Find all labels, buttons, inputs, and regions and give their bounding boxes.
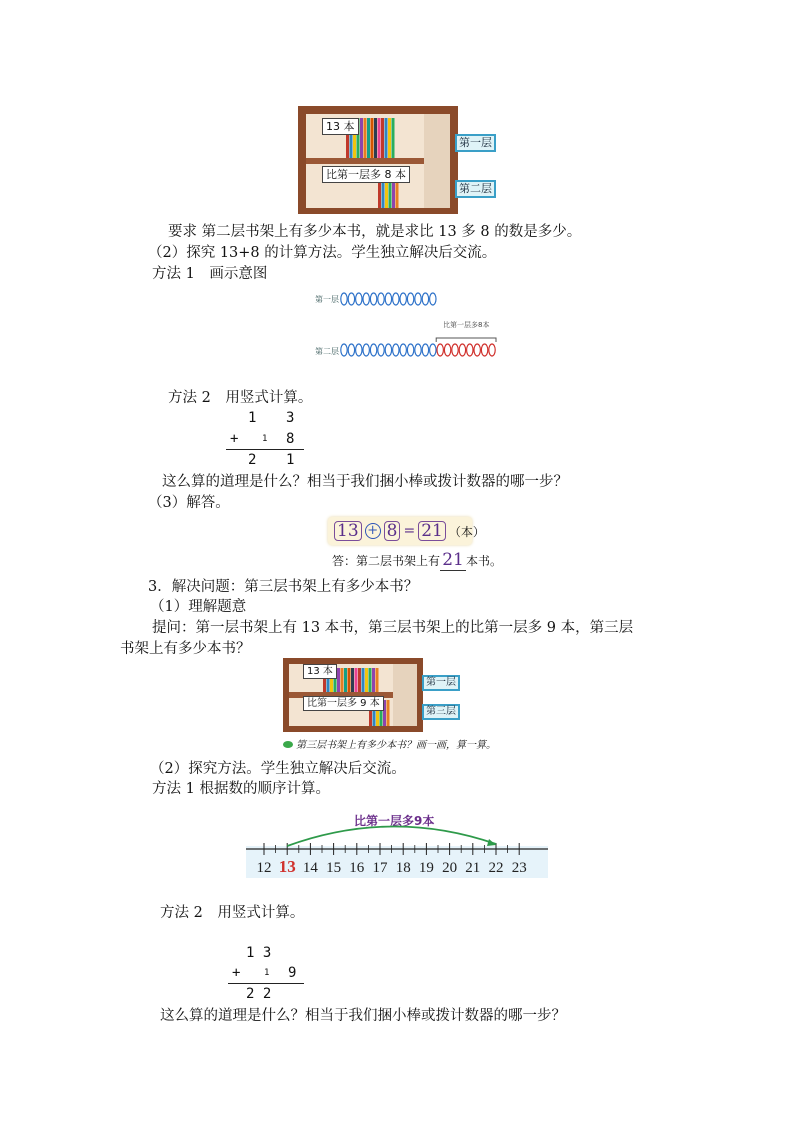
reason-line: 这么算的道理是什么？相当于我们捆小棒或拨计数器的哪一步？ — [162, 474, 568, 490]
brace-label: 比第一层多8本 — [443, 321, 490, 329]
sum-line-2 — [228, 983, 304, 984]
vertical-addition-1 — [226, 410, 316, 470]
circle-row1 — [385, 293, 391, 305]
tag-first-shelf: 第一层 — [455, 134, 496, 152]
addend-a: 13 — [334, 521, 362, 541]
circle-row1 — [422, 293, 428, 305]
understand-line: （1）理解题意 — [150, 599, 247, 615]
tick-label: 12 — [256, 860, 272, 876]
answer-suffix: 本书。 — [466, 554, 503, 568]
circle-row2 — [341, 344, 347, 356]
circle-rows — [315, 290, 505, 360]
top-digit-ones: 3 — [286, 410, 295, 426]
equals-sign: = — [403, 523, 416, 539]
circle-row2 — [378, 344, 384, 356]
tick-label: 18 — [395, 860, 411, 876]
carry-digit-2: 1 — [264, 968, 270, 978]
sum-line — [226, 449, 304, 450]
circle-row2-extra — [467, 344, 473, 356]
bookshelf-illustration-1 — [298, 104, 498, 216]
tick-label: 16 — [349, 860, 365, 876]
tick-label: 21 — [465, 860, 481, 876]
circle-row2-extra — [481, 344, 487, 356]
circle-row2 — [415, 344, 421, 356]
circle-row2 — [430, 344, 436, 356]
top-number: 1 3 — [246, 945, 272, 961]
circle-row2-extra — [489, 344, 495, 356]
circle-row1 — [430, 293, 436, 305]
circle-row1 — [407, 293, 413, 305]
number-line — [246, 810, 548, 878]
jump-arc — [287, 826, 496, 846]
circle-row1 — [370, 293, 376, 305]
equation-box — [328, 517, 485, 545]
circle-row1 — [356, 293, 362, 305]
circle-row2-extra — [437, 344, 443, 356]
book-count-label-2: 13 本 — [303, 664, 337, 679]
compare-label: 比第一层多 8 本 — [322, 166, 410, 183]
circle-row2 — [370, 344, 376, 356]
circle-row2 — [422, 344, 428, 356]
tag-second-shelf: 第二层 — [455, 180, 496, 198]
result-number: 2 2 — [246, 986, 272, 1002]
reason-line-2: 这么算的道理是什么？相当于我们捆小棒或拨计数器的哪一步？ — [160, 1008, 566, 1024]
circle-row2 — [363, 344, 369, 356]
tick-label: 13 — [278, 857, 296, 876]
tick-label: 15 — [326, 860, 342, 876]
tick-label: 22 — [488, 860, 504, 876]
circle-row2-extra — [444, 344, 450, 356]
method2b-heading: 方法 2 用竖式计算。 — [160, 905, 305, 921]
circle-diagram — [315, 290, 505, 360]
circle-row2-extra — [459, 344, 465, 356]
tag-first-shelf-2: 第一层 — [422, 675, 460, 691]
plus-sign-2: + — [232, 965, 241, 981]
question-line-a: 提问：第一层书架上有 13 本书，第三层书架上的比第一层多 9 本，第三层 — [152, 620, 634, 636]
plus-circle: + — [365, 523, 381, 539]
tick-label: 23 — [511, 860, 527, 876]
section3-heading: 3．解决问题：第三层书架上有多少本书？ — [148, 579, 419, 595]
book-count-label: 13 本 — [322, 118, 359, 135]
result-tens: 2 — [248, 452, 257, 468]
unit-label: （本） — [448, 524, 485, 539]
method1b-heading: 方法 1 根据数的顺序计算。 — [152, 781, 330, 797]
vertical-addition-2 — [228, 945, 318, 1005]
circle-row2 — [348, 344, 354, 356]
tick-label: 19 — [418, 860, 434, 876]
circle-row1 — [378, 293, 384, 305]
answer-sentence — [332, 550, 502, 571]
row1-label: 第一层 — [315, 295, 339, 304]
green-bullet-icon — [283, 741, 293, 748]
circle-row2 — [400, 344, 406, 356]
circle-row1 — [400, 293, 406, 305]
question-line-b: 书架上有多少本书？ — [120, 641, 251, 657]
plus-sign: + — [230, 431, 239, 447]
bookshelf-illustration-2 — [283, 656, 503, 756]
second-number: 9 — [288, 965, 297, 981]
requirement-line: 要求 第二层书架上有多少本书，就是求比 13 多 8 的数是多少。 — [168, 224, 582, 240]
circle-row1 — [393, 293, 399, 305]
explore-line: （2）探究 13+8 的计算方法。学生独立解决后交流。 — [148, 245, 497, 261]
arc-label: 比第一层多9本 — [354, 814, 435, 828]
explore2-line: （2）探究方法。学生独立解决后交流。 — [150, 761, 406, 777]
method1-heading: 方法 1 画示意图 — [152, 266, 268, 282]
addend-b: 8 — [384, 521, 401, 541]
circle-row1 — [341, 293, 347, 305]
compare-label-2: 比第一层多 9 本 — [303, 696, 384, 711]
carry-digit: 1 — [262, 434, 268, 444]
arc-arrowhead-icon — [487, 839, 496, 846]
tick-label: 20 — [442, 860, 458, 876]
answer-value: 21 — [440, 550, 466, 571]
circle-row1 — [415, 293, 421, 305]
row2-label: 第二层 — [315, 347, 339, 356]
circle-row2 — [393, 344, 399, 356]
circle-row2-extra — [452, 344, 458, 356]
sum-result: 21 — [418, 521, 446, 541]
circle-row1 — [363, 293, 369, 305]
circle-row1 — [348, 293, 354, 305]
circle-row2 — [407, 344, 413, 356]
circle-row2-extra — [474, 344, 480, 356]
second-digit: 8 — [286, 431, 295, 447]
answer-prefix: 答：第二层书架上有 — [332, 554, 441, 568]
shelf2-caption-row — [283, 736, 496, 751]
tag-third-shelf: 第三层 — [422, 704, 460, 720]
tick-label: 17 — [372, 860, 388, 876]
brace-line — [436, 338, 496, 342]
result-ones: 1 — [286, 452, 295, 468]
number-line-axis — [246, 810, 548, 878]
answer-step: （3）解答。 — [148, 495, 230, 511]
circle-row2 — [356, 344, 362, 356]
top-digit-tens: 1 — [248, 410, 257, 426]
method2-heading: 方法 2 用竖式计算。 — [168, 390, 313, 406]
circle-row2 — [385, 344, 391, 356]
tick-label: 14 — [302, 860, 318, 876]
shelf2-caption: 第三层书架上有多少本书？画一画，算一算。 — [296, 740, 496, 751]
